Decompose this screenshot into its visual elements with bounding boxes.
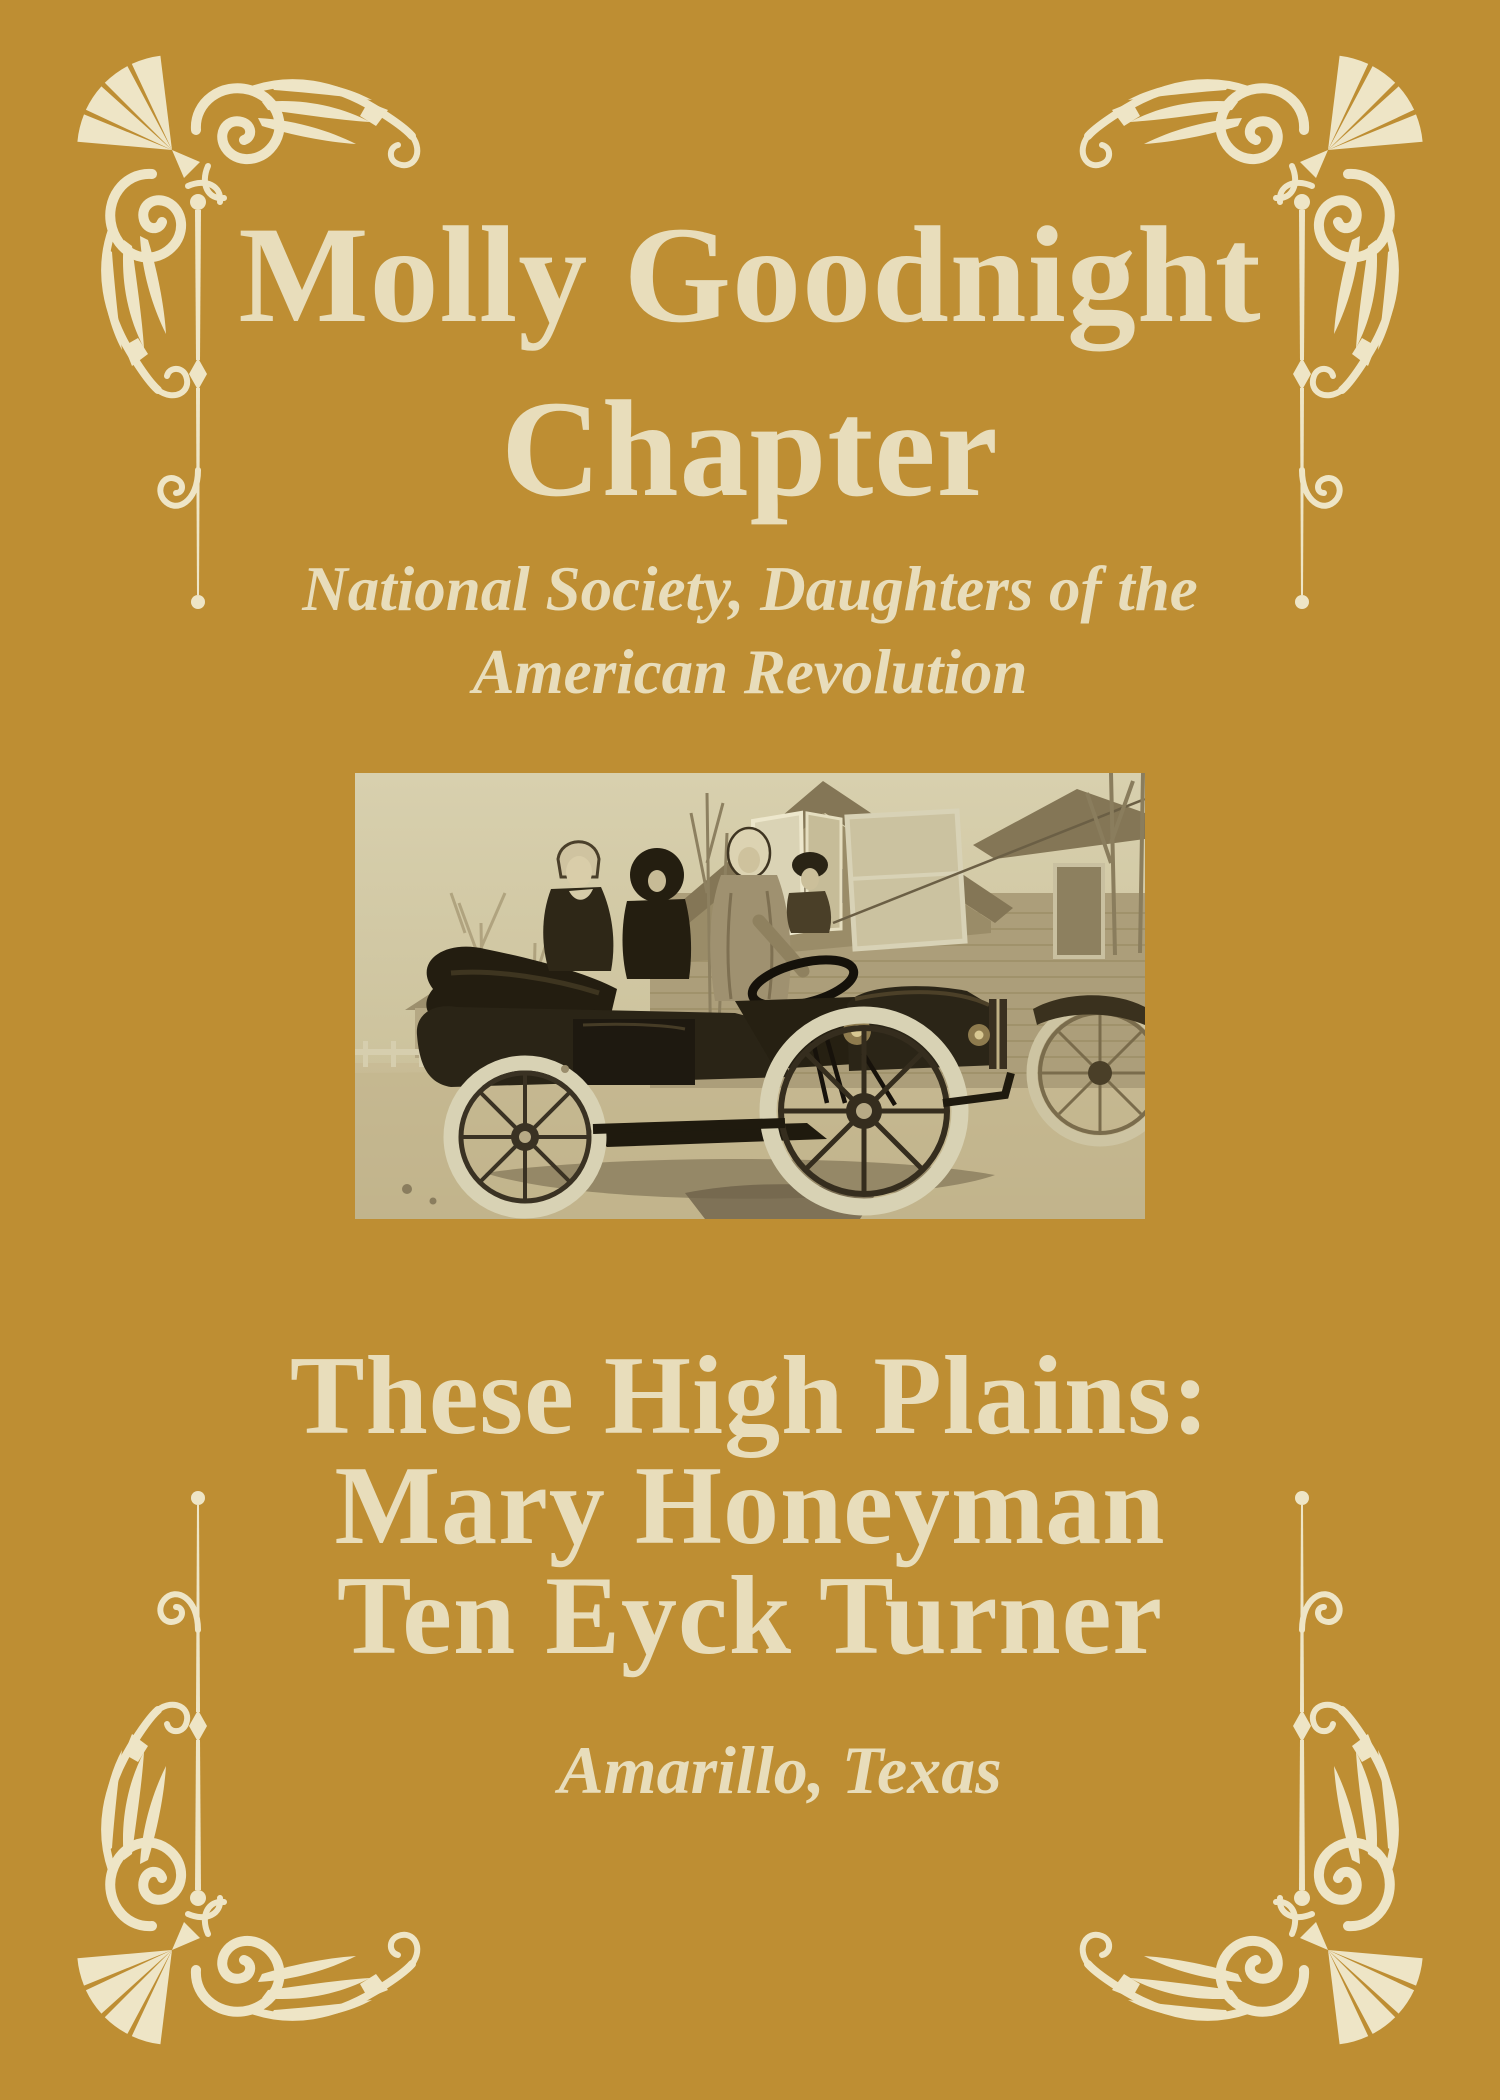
book-title bbox=[0, 1334, 1500, 1678]
book-title-line2: Mary Honeyman bbox=[334, 1443, 1166, 1568]
location-text: Amarillo, Texas bbox=[558, 1732, 1002, 1808]
book-title-line1: These High Plains: bbox=[289, 1334, 1211, 1458]
society-subtitle bbox=[0, 548, 1500, 714]
society-subtitle-line2: American Revolution bbox=[472, 637, 1028, 708]
book-title-line3: Ten Eyck Turner bbox=[336, 1553, 1164, 1678]
chapter-title-line1: Molly Goodnight bbox=[238, 198, 1262, 351]
chapter-title bbox=[0, 188, 1500, 536]
vintage-automobile-photograph bbox=[355, 773, 1145, 1219]
vintage-automobile-photo-art bbox=[355, 773, 1145, 1219]
society-subtitle-line1: National Society, Daughters of the bbox=[302, 554, 1198, 624]
chapter-title-line2: Chapter bbox=[501, 371, 999, 525]
